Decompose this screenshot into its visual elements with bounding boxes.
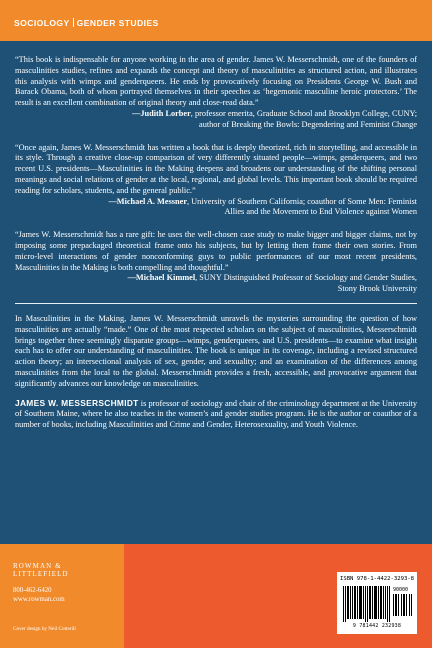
isbn-barcode (337, 572, 417, 634)
blurb-attribution (15, 109, 417, 120)
author-bio-text: is professor of sociology and chair of the criminology department at the University of Southern Maine, where he also teaches in the women’s and gender studies program. He is the author or coauthor of a number of books, including Masculinities and Crime and Gender, Heterosexuality, and Youth Violence. (15, 398, 417, 430)
book-summary: In Masculinities in the Making, James W. Messerschmidt unravels the mysteries surrounding the question of how masculinities are actually “made.” One of the most respected scholars on the subject of masculinities, Messerschmidt brings together three seemingly disparate groups—wimps, genderqueers, and U.S. presidents—to examine what insight each has to offer our understanding of masculinities. The book is unique in its coverage, including a revised structured action theory; an intersectional analysis of sex, gender, and sexuality; and an examination of the differences among masculinities from the local to the global. Messerschmidt provides a fresh, accessible, and provocative argument that significantly advances our knowledge on masculinities. (15, 313, 417, 388)
publisher-website: www.rowman.com (13, 595, 65, 603)
blurb-affiliation: , University of Southern California; coauthor of Some Men: Feminist (187, 196, 417, 206)
blurb-affiliation-line2: Allies and the Movement to End Violence against Women (224, 207, 417, 217)
author-name: JAMES W. MESSERSCHMIDT (15, 397, 139, 408)
blurb-affiliation-line2: author of Breaking the Bowls: Degendering and Feminist Change (199, 119, 417, 129)
barcode-digits: 9 781442 232938 (352, 623, 402, 629)
divider-rule (15, 303, 417, 304)
publisher-contact (13, 587, 65, 604)
blurb-lorber (15, 55, 417, 131)
category-gender-studies: GENDER STUDIES (76, 18, 159, 28)
barcode-bars (343, 586, 391, 622)
blurb-text: “This book is indispensable for anyone working in the area of gender. James W. Messerschmidt, one of the founders of masculinities studies, refines and expands the concept and theory of masculinities as structured action, and illustrates this analysis with wimps and genderqueers. He ends by provocatively focusing on Presidents George W. Bush and Barack Obama, both of whom portrayed themselves in their speeches as ‘hegemonic masculine heroic protectors.’ The result is an excellent combination of original theory and close-read data.” (15, 55, 417, 108)
cover-design-credit: Cover design by Neil Cotterill (13, 626, 76, 632)
blurb-affiliation: , SUNY Distinguished Professor of Sociology and Gender Studies, (195, 273, 417, 283)
blurb-author: —Michael A. Messner (108, 196, 188, 206)
blurb-author: —Judith Lorber (132, 108, 191, 118)
publisher-logo (13, 562, 69, 578)
price-addon-bars (393, 594, 413, 616)
blurb-text: “Once again, James W. Messerschmidt has written a book that is deeply theorized, rich in storytelling, and accessible in its style. Through a creative close-up comparison of very differently situated people—wimps, genderqueers, and two recent U.S. presidents—Masculinities in the Making deepens and broadens our understanding of the shifting personal meanings and social relations of gender at the local, regional, and global levels. This important book should be required reading for scholars, students, and the general public.” (15, 142, 417, 195)
category-bar (0, 0, 432, 41)
blurb-messner (15, 143, 417, 219)
cover-text (15, 55, 417, 431)
blurb-affiliation-line2: Stony Brook University (337, 284, 417, 294)
category-separator (73, 18, 74, 27)
price-code: 90000 (393, 587, 409, 593)
blurb-attribution (15, 273, 417, 284)
blurb-affiliation: , professor emerita, Graduate School and Brooklyn College, CUNY; (190, 108, 417, 118)
publisher-name-line1: ROWMAN & (13, 562, 62, 570)
publisher-name-line2: LITTLEFIELD (13, 570, 69, 578)
isbn-number: ISBN 978-1-4422-3293-8 (339, 576, 415, 582)
blurb-author: —Michael Kimmel (127, 273, 196, 283)
category-sociology: SOCIOLOGY (14, 18, 70, 28)
category-label (14, 18, 159, 28)
blurb-kimmel (15, 230, 417, 295)
publisher-panel (0, 544, 124, 648)
blurb-attribution (15, 197, 417, 208)
blurb-text: “James W. Messerschmidt has a rare gift: he uses the well-chosen case study to make bigger and bigger claims, not by imposing some prepackaged theoretical frame onto his subjects, but by letting them frame their own stories. From micro-level interactions of gender nonconforming guys to public performances of our most recent presidents, Masculinities in the Making is both compelling and thoughtful.” (15, 230, 417, 272)
author-bio (15, 398, 417, 431)
publisher-phone: 800-462-6420 (13, 587, 52, 594)
